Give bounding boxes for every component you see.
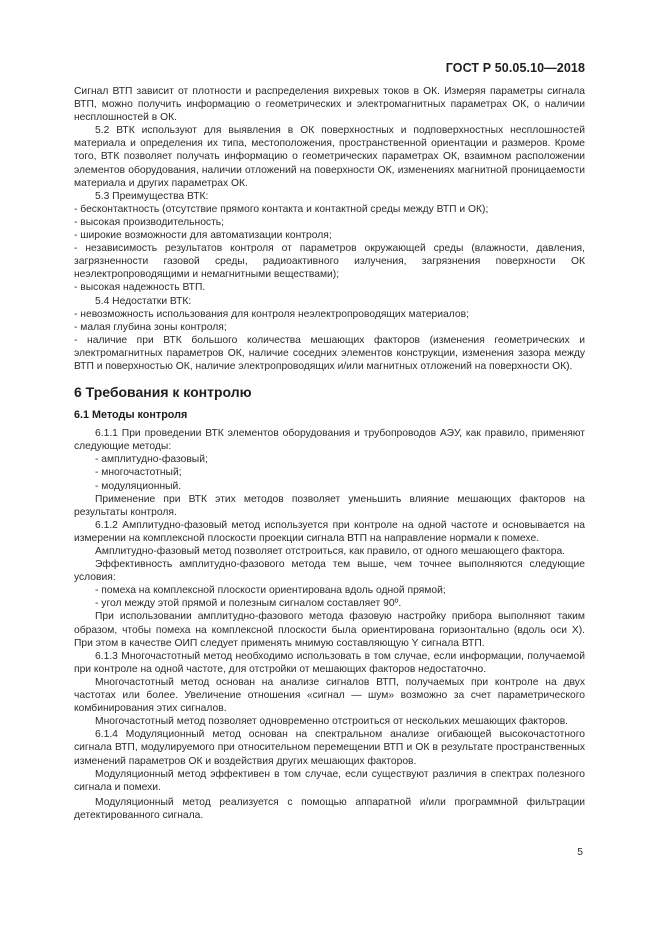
paragraph: Сигнал ВТП зависит от плотности и распределения вихревых токов в ОК. Измеряя параметры сигнала ВТП, можно получить информацию о геометрических и электромагнитных параметрах ОК, о наличии несплошностей в ОК. (74, 86, 585, 124)
paragraph: При использовании амплитудно-фазового метода фазовую настройку прибора выполняют таким образом, чтобы помеха на комплексной плоскости была ориентирована горизонтально (вдоль оси X). При этом в качестве ОИП следует применять мнимую составляющую Y сигнала ВТП. (74, 611, 585, 649)
document-code-header: ГОСТ Р 50.05.10—2018 (445, 61, 585, 75)
paragraph-6-1-2: 6.1.2 Амплитудно-фазовый метод используется при контроле на одной частоте и основывается на измерении на комплексной плоскости проекции сигнала ВТП на направление нормали к помехе. (74, 519, 585, 544)
page-number: 5 (577, 847, 583, 858)
paragraph: Амплитудно-фазовый метод позволяет отстроиться, как правило, от одного мешающего фактора. (95, 546, 566, 557)
paragraph: Применение при ВТК этих методов позволяет уменьшить влияние мешающих факторов на результаты контроля. (74, 493, 585, 518)
paragraph: Эффективность амплитудно-фазового метода тем выше, чем точнее выполняются следующие условия: (74, 559, 585, 584)
section-6-title: 6 Требования к контролю (74, 384, 252, 401)
list-item: - помеха на комплексной плоскости ориентирована вдоль одной прямой; (95, 585, 446, 597)
paragraph-5-3-title: 5.3 Преимущества ВТК: (95, 190, 209, 202)
list-item: - широкие возможности для автоматизации контроля; (74, 230, 332, 242)
paragraph-5-4-title: 5.4 Недостатки ВТК: (95, 295, 192, 307)
paragraph: Модуляционный метод эффективен в том случае, если существуют различия в спектрах полезного сигнала и помехи. (74, 768, 585, 793)
paragraph: Многочастотный метод основан на анализе сигналов ВТП, получаемых при контроле на двух частотах или более. Увеличение отношения «сигнал — шум» возможно за счет параметрического комбинирования этих сигналов. (74, 676, 585, 715)
list-item: - модуляционный. (95, 480, 182, 492)
list-item: - высокая производительность; (74, 216, 225, 228)
list-item: - невозможность использования для контроля неэлектропроводящих материалов; (74, 308, 469, 320)
document-body (74, 85, 585, 822)
paragraph-5-2: 5.2 ВТК используют для выявления в ОК поверхностных и подповерхностных несплошностей материала и определения их типа, местоположения, пространственной ориентации и размеров. Кроме того, ВТК позволяет получать информацию о геометрических параметрах ОК, взаимном расположении элементов оборудования, наличии отложений на поверхности ОК, изменениях магнитной проницаемости материала и других параметрах ОК. (74, 125, 585, 189)
list-item: - высокая надежность ВТП. (74, 282, 206, 294)
list-item: - малая глубина зоны контроля; (74, 321, 227, 333)
list-item: - амплитудно-фазовый; (95, 454, 208, 466)
paragraph-6-1-4: 6.1.4 Модуляционный метод основан на спектральном анализе огибающей высокочастотного сигнала ВТП, модулируемого при относительном перемещении ВТП и ОК в результате пространственных изменений параметров ОК и воздействия других мешающих факторов. (74, 729, 585, 767)
paragraph-6-1-3: 6.1.3 Многочастотный метод необходимо использовать в том случае, если информации, получаемой при контроле на одной частоте, для отстройки от мешающих факторов недостаточно. (74, 650, 585, 675)
list-item: - угол между этой прямой и полезным сигналом составляет 90º. (95, 598, 402, 610)
paragraph-6-1-1: 6.1.1 При проведении ВТК элементов оборудования и трубопроводов АЭУ, как правило, применяют следующие методы: (74, 428, 585, 453)
list-item: - многочастотный; (95, 467, 182, 479)
subsection-6-1-title: 6.1 Методы контроля (74, 409, 188, 422)
list-item: - наличие при ВТК большого количества мешающих факторов (изменения геометрических и электромагнитных параметров ОК, наличие соседних элементов конструкции, изменения зазора между ВТП и поверхностью ОК, наличие электропроводящих и/или магнитных отложений на поверхности ОК). (74, 334, 585, 372)
list-item: - независимость результатов контроля от параметров окружающей среды (влажности, давления, загрязненности газовой среды, радиоактивного излучения, загрязнения поверхности ОК неэлектропроводящими и немагнитными веществами); (74, 243, 585, 281)
list-item: - бесконтактность (отсутствие прямого контакта и контактной среды между ВТП и ОК); (74, 203, 489, 215)
paragraph: Модуляционный метод реализуется с помощью аппаратной и/или программной фильтрации детектированного сигнала. (74, 796, 585, 821)
paragraph: Многочастотный метод позволяет одновременно отстроиться от нескольких мешающих факторов. (95, 716, 569, 728)
